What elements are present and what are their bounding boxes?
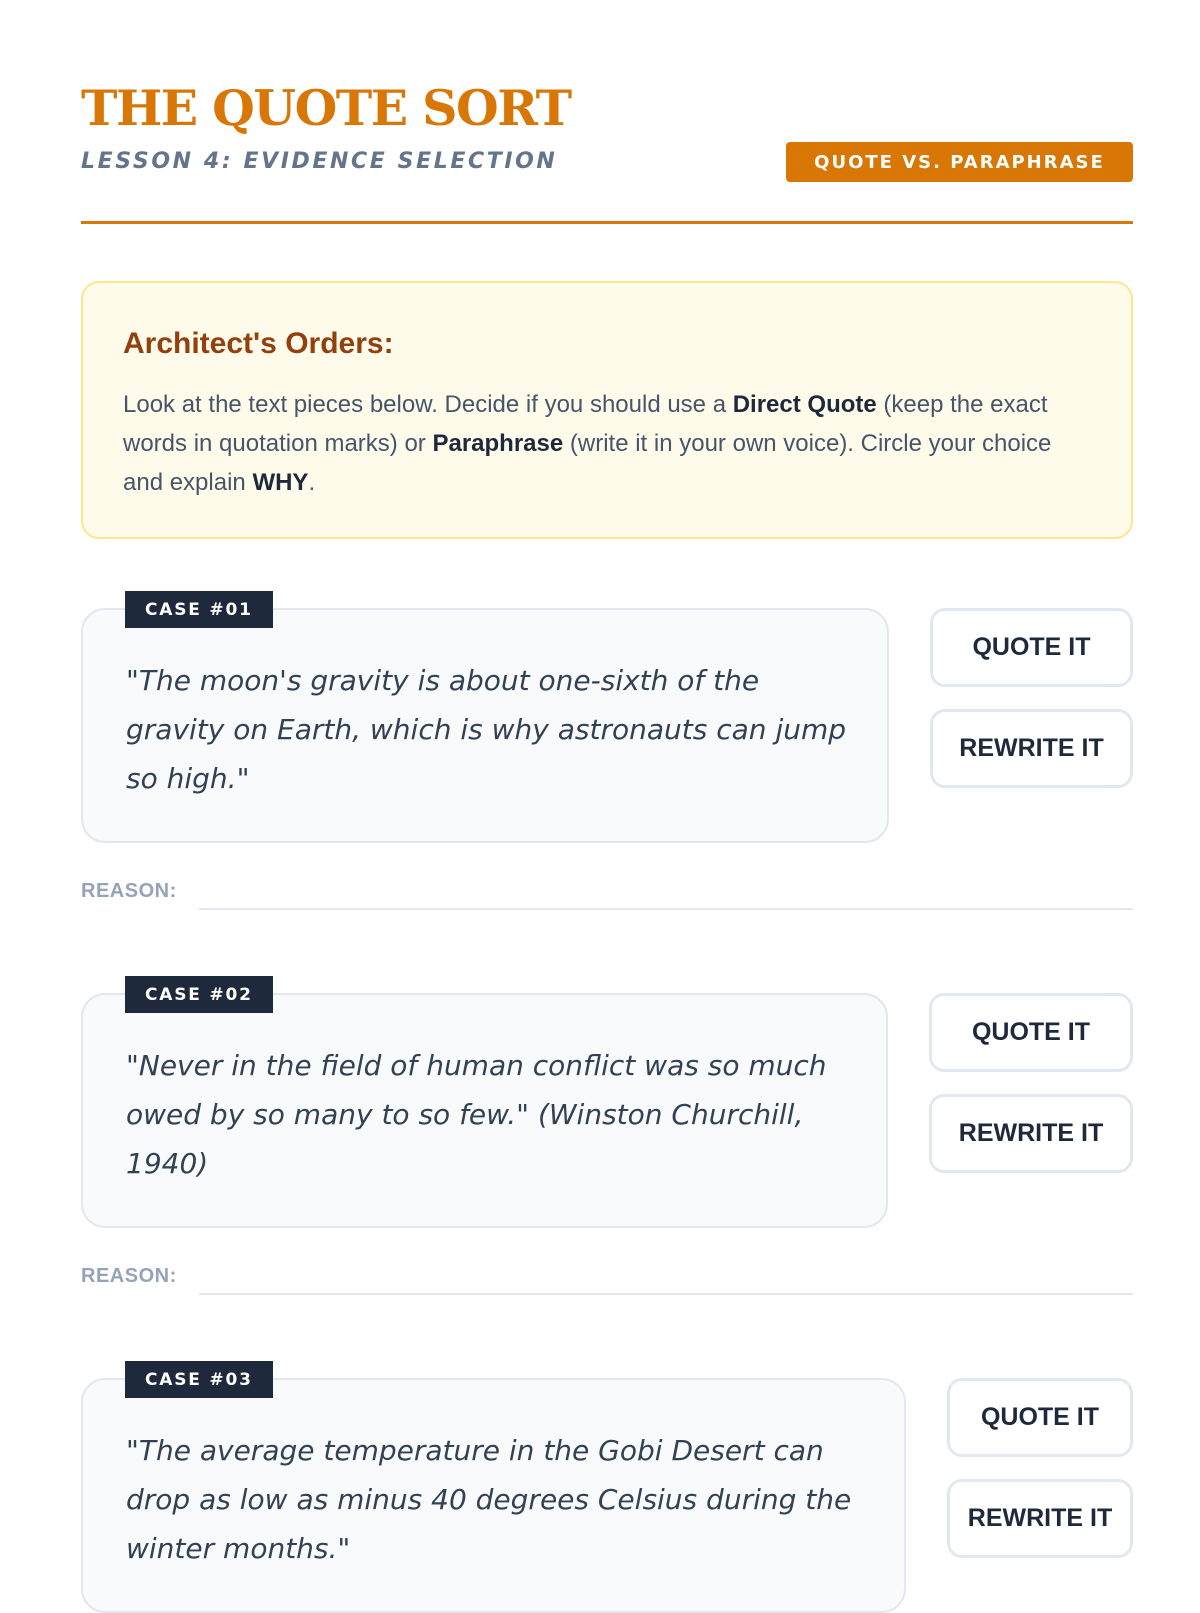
- topic-badge: QUOTE VS. PARAPHRASE: [786, 142, 1133, 182]
- reason-label: REASON:: [81, 880, 177, 902]
- term-why: WHY: [252, 469, 309, 496]
- reason-answer-line[interactable]: [199, 1293, 1133, 1295]
- instructions-text-part: (write it in your own voice). Circle your choice and explain: [123, 430, 1052, 496]
- case-quote: "Never in the field of human conflict was so much owed by so many to so few." (Winston Churchill, 1940): [126, 1049, 827, 1180]
- instructions-text: [123, 385, 1091, 502]
- reason-answer-line[interactable]: [199, 908, 1133, 910]
- rewrite-it-button[interactable]: REWRITE IT: [929, 1094, 1133, 1173]
- case-item: [81, 976, 1133, 1296]
- quote-it-button[interactable]: QUOTE IT: [930, 608, 1133, 687]
- header-divider: [81, 221, 1133, 224]
- rewrite-it-button[interactable]: REWRITE IT: [947, 1479, 1133, 1558]
- lesson-subtitle: LESSON 4: EVIDENCE SELECTION: [81, 149, 558, 174]
- case-tag: CASE #03: [125, 1361, 273, 1398]
- instructions-text-part: .: [308, 469, 316, 496]
- term-direct-quote: Direct Quote: [732, 391, 877, 418]
- case-card: [81, 993, 888, 1228]
- case-tag: CASE #02: [125, 976, 273, 1013]
- instructions-title: Architect's Orders:: [123, 327, 394, 360]
- reason-label: REASON:: [81, 1265, 177, 1287]
- instructions-text-part: Look at the text pieces below. Decide if you should use a: [123, 391, 733, 418]
- case-item: [81, 1361, 1133, 1600]
- case-quote: "The average temperature in the Gobi Desert can drop as low as minus 40 degrees Celsius during the winter months.": [126, 1434, 852, 1565]
- page-title: THE QUOTE SORT: [81, 79, 571, 137]
- case-card: [81, 1378, 906, 1613]
- instructions-box: [81, 281, 1133, 539]
- quote-it-button[interactable]: QUOTE IT: [929, 993, 1133, 1072]
- case-card: [81, 608, 889, 843]
- rewrite-it-button[interactable]: REWRITE IT: [930, 709, 1133, 788]
- instructions-text-part: (keep the exact words in quotation marks) or: [123, 391, 1048, 457]
- case-tag: CASE #01: [125, 591, 273, 628]
- case-item: [81, 591, 1133, 911]
- case-quote: "The moon's gravity is about one-sixth of the gravity on Earth, which is why astronauts can jump so high.": [126, 664, 847, 795]
- term-paraphrase: Paraphrase: [432, 430, 564, 457]
- quote-it-button[interactable]: QUOTE IT: [947, 1378, 1133, 1457]
